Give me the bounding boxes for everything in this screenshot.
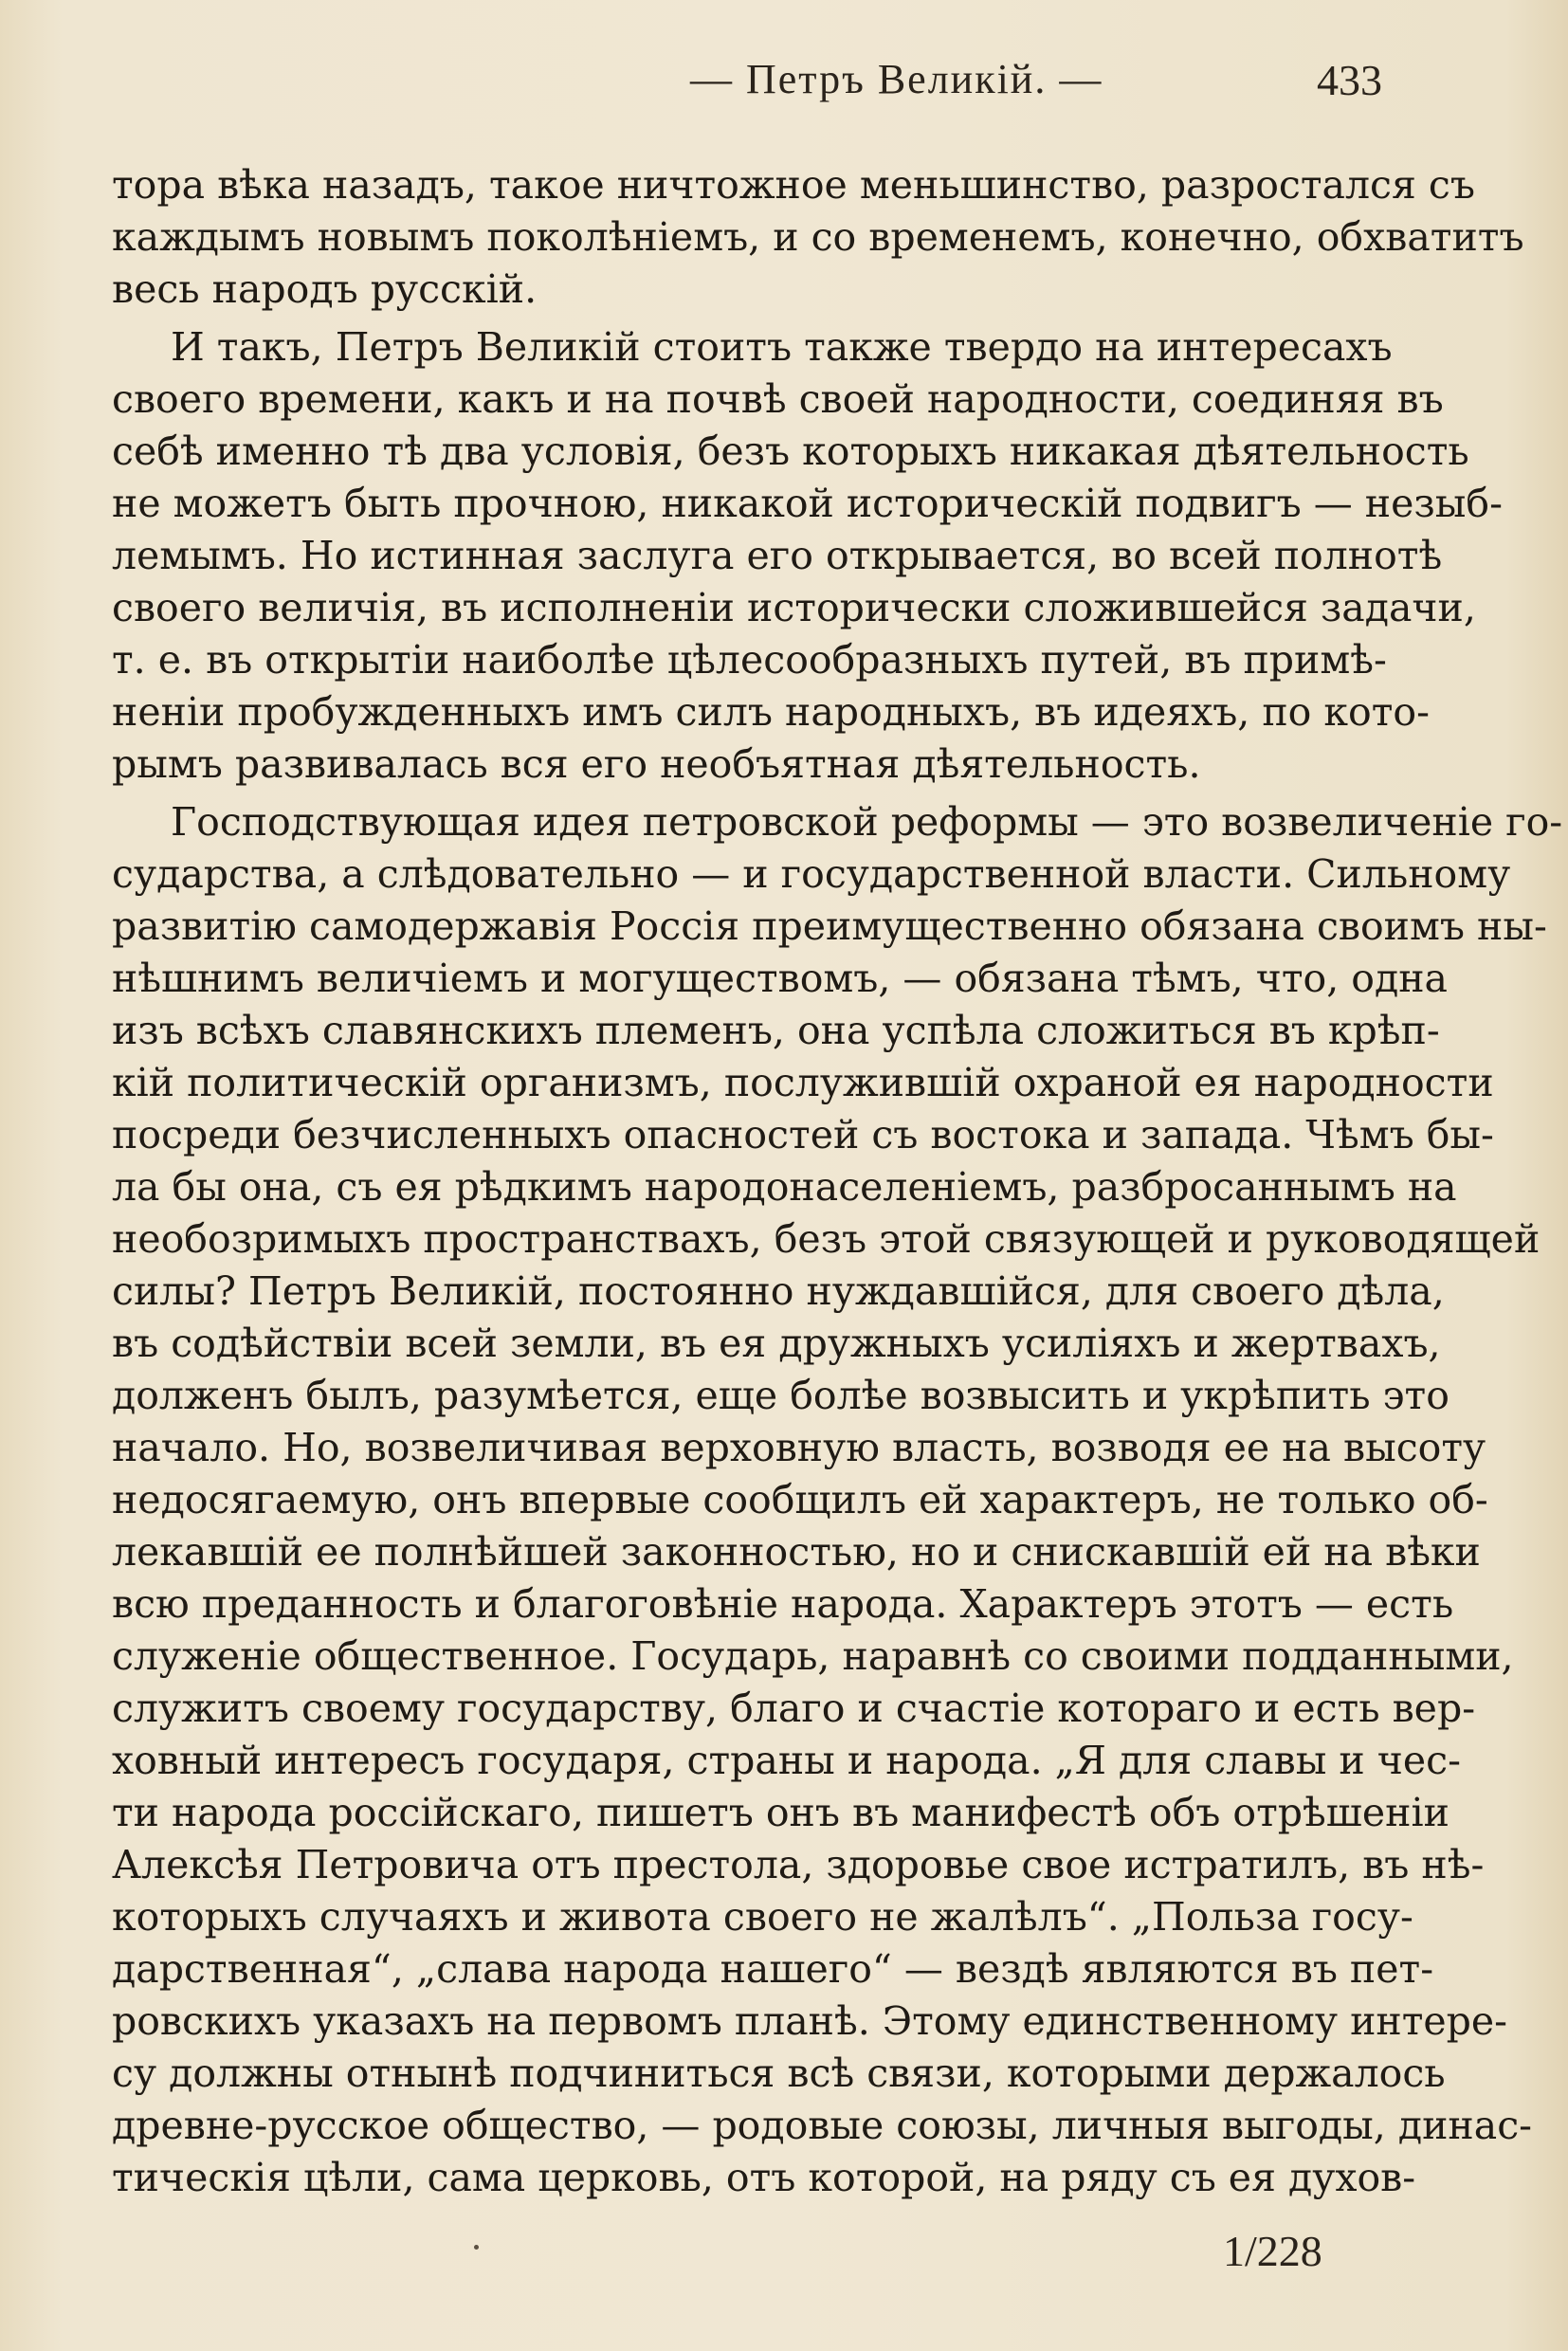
text-line: тическія цѣли, сама церковь, отъ которой, на ряду съ ея духов- [112, 2155, 1416, 2200]
text-line: начало. Но, возвеличивая верховную власть, возводя ее на высоту [112, 1425, 1486, 1470]
running-head [112, 49, 1382, 106]
text-line: долженъ былъ, разумѣется, еще болѣе возвысить и укрѣпить это [112, 1373, 1449, 1418]
printer-signature-mark: 1/228 [1223, 2227, 1322, 2275]
text-line: ровскихъ указахъ на первомъ планѣ. Этому единственному интере- [112, 1998, 1508, 2044]
paragraph-first-line: Господствующая идея петровской реформы — это возвеличеніе го- [171, 799, 1563, 845]
text-line: себѣ именно тѣ два условія, безъ которыхъ никакая дѣятельность [112, 428, 1469, 474]
text-line: которыхъ случаяхъ и живота своего не жалѣлъ“. „Польза госу- [112, 1894, 1413, 1940]
ink-dot [474, 2245, 479, 2250]
text-line: неніи пробужденныхъ имъ силъ народныхъ, въ идеяхъ, по кото- [112, 689, 1430, 735]
text-line: служеніе общественное. Государь, наравнѣ со своими подданными, [112, 1633, 1514, 1679]
text-line: своего времени, какъ и на почвѣ своей народности, соединяя въ [112, 376, 1444, 422]
text-line: ти народа россійскаго, пишетъ онъ въ манифестѣ объ отрѣшеніи [112, 1790, 1449, 1835]
text-line: посреди безчисленныхъ опасностей съ востока и запада. Чѣмъ бы- [112, 1112, 1494, 1157]
body-text [112, 159, 1563, 2204]
text-line: Алексѣя Петровича отъ престола, здоровье свое истратилъ, въ нѣ- [112, 1842, 1485, 1887]
text-line: сударства, а слѣдовательно — и государственной власти. Сильному [112, 851, 1511, 897]
text-line: ла бы она, съ ея рѣдкимъ народонаселеніемъ, разбросаннымъ на [112, 1164, 1457, 1210]
text-line: своего величія, въ исполненіи исторически сложившейся задачи, [112, 585, 1476, 630]
text-line: служитъ своему государству, благо и счастіе котораго и есть вер- [112, 1686, 1476, 1731]
text-line: весь народъ русскій. [112, 266, 538, 312]
text-line: рымъ развивалась вся его необъятная дѣятельность. [112, 741, 1201, 787]
text-line: не можетъ быть прочною, никакой историческій подвигъ — незыб- [112, 481, 1503, 526]
text-line: силы? Петръ Великій, постоянно нуждавшійся, для своего дѣла, [112, 1268, 1445, 1314]
text-line: су должны отнынѣ подчиниться всѣ связи, которыми держалось [112, 2050, 1446, 2096]
text-line: лекавшій ее полнѣйшей законностью, но и снискавшій ей на вѣки [112, 1529, 1481, 1575]
page-number: 433 [1317, 56, 1382, 104]
text-line: дарственная“, „слава народа нашего“ — вездѣ являются въ пет- [112, 1946, 1434, 1992]
text-line: тора вѣка назадъ, такое ничтожное меньшинство, разростался съ [112, 162, 1475, 208]
running-title: — Петръ Великій. — [690, 56, 1103, 102]
text-line: развитію самодержавія Россія преимущественно обязана своимъ ны- [112, 903, 1547, 949]
text-line: изъ всѣхъ славянскихъ племенъ, она успѣла сложиться въ крѣп- [112, 1008, 1440, 1053]
text-line: ховный интересъ государя, страны и народа. „Я для славы и чес- [112, 1738, 1461, 1783]
text-line: въ содѣйствіи всей земли, въ ея дружныхъ усиліяхъ и жертвахъ, [112, 1321, 1441, 1366]
text-line: необозримыхъ пространствахъ, безъ этой связующей и руководящей [112, 1216, 1541, 1262]
text-line: каждымъ новымъ поколѣніемъ, и со временемъ, конечно, обхватитъ [112, 214, 1524, 260]
text-line: нѣшнимъ величіемъ и могуществомъ, — обязана тѣмъ, что, одна [112, 956, 1448, 1001]
paragraph-first-line: И такъ, Петръ Великій стоитъ также твердо на интересахъ [171, 324, 1393, 370]
text-line: древне-русское общество, — родовые союзы, личныя выгоды, динас- [112, 2103, 1533, 2148]
text-line: всю преданность и благоговѣніе народа. Характеръ этотъ — есть [112, 1581, 1454, 1627]
text-line: кій политическій организмъ, послужившій охраной ея народности [112, 1060, 1494, 1105]
text-line: лемымъ. Но истинная заслуга его открывается, во всей полнотѣ [112, 533, 1443, 578]
text-line: недосягаемую, онъ впервые сообщилъ ей характеръ, не только об- [112, 1477, 1488, 1522]
text-line: т. е. въ открытіи наиболѣе цѣлесообразныхъ путей, въ примѣ- [112, 637, 1387, 683]
